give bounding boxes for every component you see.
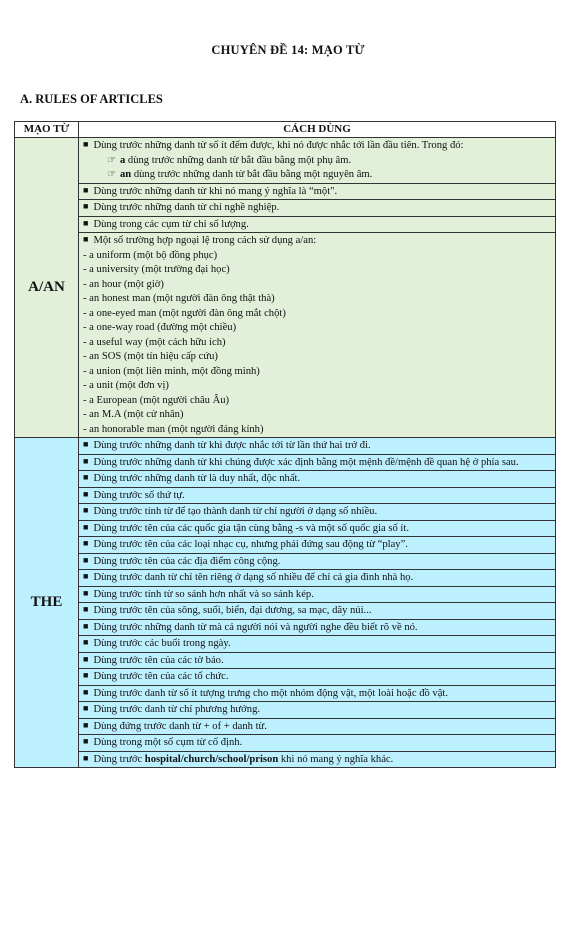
the-row xyxy=(15,702,556,719)
aan-example: - a one-way road (đường một chiều) xyxy=(83,322,237,333)
aan-row-3 xyxy=(15,200,556,217)
the-row xyxy=(15,619,556,636)
table-header-row xyxy=(15,122,556,138)
the-row xyxy=(15,471,556,488)
the-rule: ■ Dùng trước danh từ chỉ phương hướng. xyxy=(79,702,556,719)
header-usage: CÁCH DÙNG xyxy=(79,122,556,138)
aan-row-2 xyxy=(15,183,556,200)
the-rule: ■ Dùng trước những danh từ là duy nhất, độc nhất. xyxy=(79,471,556,488)
aan-example: - a uniform (một bộ đồng phục) xyxy=(83,249,218,261)
section-heading: A. RULES OF ARTICLES xyxy=(20,92,163,106)
aan-example: - a unit (một đơn vị) xyxy=(83,380,169,391)
aan-example: - a European (một người châu Âu) xyxy=(83,394,230,406)
the-row xyxy=(15,438,556,455)
aan-example: - an honest man (một người đàn ông thật thà) xyxy=(83,293,275,304)
aan-row-5 xyxy=(15,233,556,438)
the-row xyxy=(15,520,556,537)
the-rule: ■ Dùng trước tính từ để tạo thành danh từ chỉ người ở dạng số nhiều. xyxy=(79,504,556,521)
aan-example: - a one-eyed man (một người đàn ông mắt chột) xyxy=(83,307,286,319)
the-rule: ■ Dùng đứng trước danh từ + of + danh từ. xyxy=(79,718,556,735)
the-rule: ■ Dùng trước danh từ số ít tượng trưng cho một nhóm động vật, một loài hoặc đồ vật. xyxy=(79,685,556,702)
aan-row-1 xyxy=(15,138,556,184)
aan-rule-3: ■ Dùng trước những danh từ chỉ nghề nghiệp. xyxy=(79,200,556,217)
the-rule: ■ Dùng trước số thứ tự. xyxy=(79,487,556,504)
the-row xyxy=(15,487,556,504)
aan-label: A/AN xyxy=(15,138,79,438)
the-row xyxy=(15,454,556,471)
the-rule: ■ Dùng trước những danh từ mà cả người nói và người nghe đều biết rõ về nó. xyxy=(79,619,556,636)
the-rule: ■ Dùng trước tên của sông, suối, biển, đại dương, sa mạc, dãy núi... xyxy=(79,603,556,620)
the-rule: ■ Dùng trước danh từ chỉ tên riêng ở dạng số nhiều để chỉ cả gia đình nhà họ. xyxy=(79,570,556,587)
aan-rule-2: ■ Dùng trước những danh từ khi nó mang ý nghĩa là “một". xyxy=(79,183,556,200)
aan-rule-4: ■ Dùng trong các cụm từ chỉ số lượng. xyxy=(79,216,556,233)
aan-example: - an M.A (một cử nhân) xyxy=(83,409,184,420)
the-rule: ■ Dùng trước tên của các tổ chức. xyxy=(79,669,556,686)
aan-example: - a union (một liên minh, một đồng minh) xyxy=(83,365,260,377)
the-row xyxy=(15,669,556,686)
aan-row-4 xyxy=(15,216,556,233)
aan-rule-1-an: ☞ an dùng trước những danh từ bắt đầu bằng một nguyên âm. xyxy=(83,168,551,183)
the-row xyxy=(15,735,556,752)
the-rule: ■ Dùng trước tên của các loại nhạc cụ, nhưng phải đứng sau động từ “play”. xyxy=(79,537,556,554)
the-rule: ■ Dùng trước tên của các địa điểm công cộng. xyxy=(79,553,556,570)
the-rule: ■ Dùng trước những danh từ khi được nhắc tới từ lần thứ hai trở đi. xyxy=(79,438,556,455)
aan-example: - a university (một trường đại học) xyxy=(83,264,230,275)
aan-rule-5: ■ Một số trường hợp ngoại lệ trong cách sử dụng a/an: - a uniform (một bộ đồng phục) - a university (một trường đại học) - an hour (một giờ) - an honest man (một người đàn ông thật thà) - a one-eyed man (một người đàn ông mắt chột) - a one-way road (đường một chiều) - a useful way (một cách hữu ích) - an SOS (một tín hiệu cấp cứu) - a union (một liên minh, một đồng minh) - a unit (một đơn vị) - a European (một người châu Âu) - an M.A (một cử nhân) - an honorable man (một người đáng kính) xyxy=(79,233,556,438)
bullet-icon xyxy=(83,140,93,151)
aan-example: - an SOS (một tín hiệu cấp cứu) xyxy=(83,351,218,362)
the-row xyxy=(15,751,556,768)
the-row xyxy=(15,553,556,570)
the-rule: ■ Dùng trước những danh từ khi chúng được xác định bằng một mệnh đề/mệnh đề quan hệ ở phía sau. xyxy=(79,454,556,471)
the-rule: ■ Dùng trước tính từ so sánh hơn nhất và so sánh kép. xyxy=(79,586,556,603)
the-row xyxy=(15,504,556,521)
aan-example: - an honorable man (một người đáng kính) xyxy=(83,423,264,435)
aan-rule-1-a: ☞ a dùng trước những danh từ bắt đầu bằng một phụ âm. xyxy=(83,154,551,169)
the-rule: ■ Dùng trước tên của các tờ báo. xyxy=(79,652,556,669)
the-row xyxy=(15,586,556,603)
the-label: THE xyxy=(15,438,79,768)
the-rule-last: ■ Dùng trước hospital/church/school/prison khi nó mang ý nghĩa khác. xyxy=(79,751,556,768)
the-rule: ■ Dùng trong một số cụm từ cố định. xyxy=(79,735,556,752)
the-row xyxy=(15,685,556,702)
the-rule: ■ Dùng trước tên của các quốc gia tận cùng bằng -s và một số quốc gia số ít. xyxy=(79,520,556,537)
the-row xyxy=(15,636,556,653)
aan-example: - a useful way (một cách hữu ích) xyxy=(83,336,226,348)
the-row xyxy=(15,652,556,669)
the-row xyxy=(15,537,556,554)
the-row xyxy=(15,603,556,620)
articles-table xyxy=(14,121,556,768)
page-title: CHUYÊN ĐỀ 14: MẠO TỪ xyxy=(211,43,365,57)
the-rule: ■ Dùng trước các buổi trong ngày. xyxy=(79,636,556,653)
the-row xyxy=(15,718,556,735)
header-article: MẠO TỪ xyxy=(15,122,79,138)
aan-rule-1: ■ Dùng trước những danh từ số ít đếm được, khi nó được nhắc tới lần đầu tiên. Trong đó: ☞ a dùng trước những danh từ bắt đầu bằng một phụ âm. ☞ an dùng trước những danh từ bắt đầu bằng một nguyên âm. xyxy=(79,138,556,184)
the-row xyxy=(15,570,556,587)
aan-example: - an hour (một giờ) xyxy=(83,278,164,290)
